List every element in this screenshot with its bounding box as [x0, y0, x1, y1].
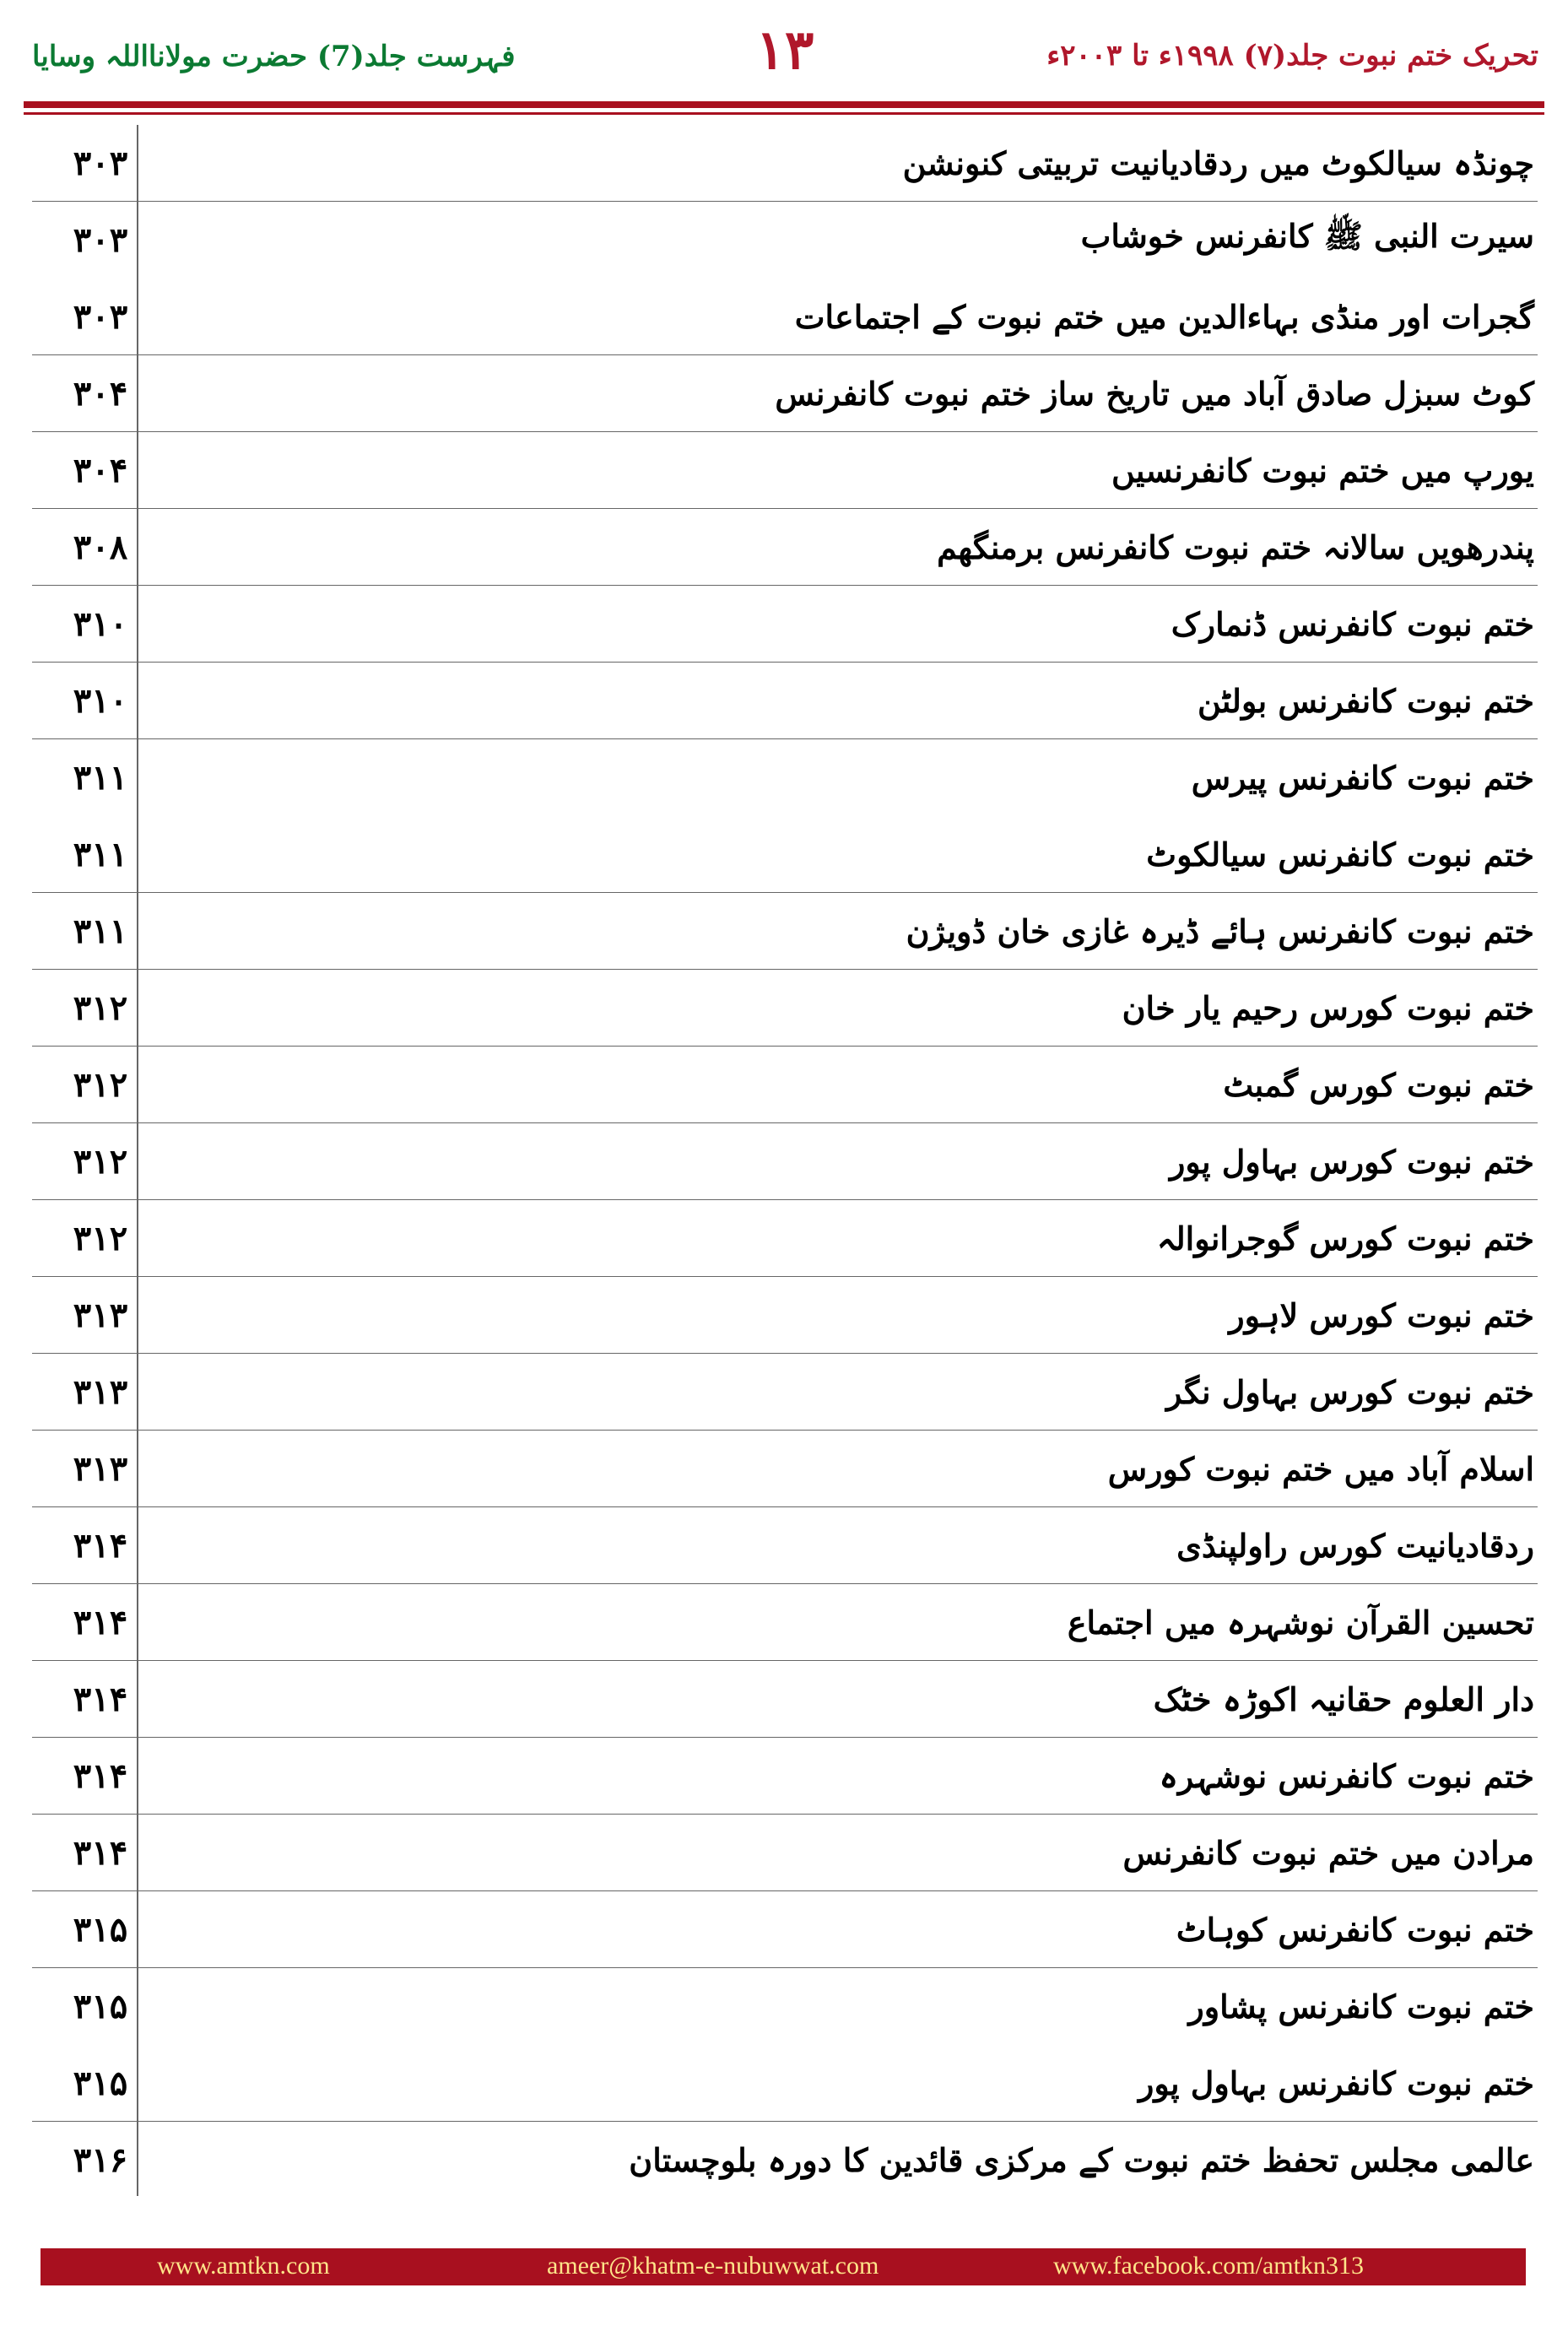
volume-index-label: فہرست جلد(7) حضرت مولانااللہ وسایا	[32, 40, 516, 73]
toc-page: ۳۱۴	[73, 1832, 128, 1873]
toc-page: ۳۱۰	[73, 680, 128, 721]
toc-row	[32, 1968, 1538, 2045]
page-number: ۱۳	[755, 19, 814, 82]
toc-title: اسلام آباد میں ختم نبوت کورس	[1107, 1449, 1534, 1488]
toc-page: ۳۰۴	[73, 373, 128, 414]
toc-row	[32, 1123, 1538, 1200]
toc-page: ۳۱۴	[73, 1602, 128, 1642]
toc-title: ختم نبوت کانفرنس ہائے ڈیرہ غازی خان ڈویژن	[906, 911, 1534, 950]
book-title: تحریک ختم نبوت جلد(۷) ۱۹۹۸ء تا ۲۰۰۳ء	[1046, 39, 1538, 73]
toc-title: یورپ میں ختم نبوت کانفرنسیں	[1111, 451, 1534, 489]
toc-page: ۳۱۴	[73, 1525, 128, 1566]
header-rule-thin	[24, 112, 1544, 115]
toc-title: ختم نبوت کانفرنس نوشہرہ	[1159, 1756, 1534, 1795]
toc-page: ۳۱۴	[73, 1755, 128, 1796]
toc-title: ختم نبوت کانفرنس پیرس	[1191, 758, 1534, 797]
toc-row	[32, 125, 1538, 202]
toc-row	[32, 1738, 1538, 1815]
toc-title: تحسین القرآن نوشہرہ میں اجتماع	[1067, 1603, 1534, 1642]
table-of-contents	[32, 125, 1538, 2199]
toc-page: ۳۱۲	[73, 1064, 128, 1105]
toc-page: ۳۱۱	[73, 911, 128, 951]
toc-row	[32, 1431, 1538, 1507]
toc-row	[32, 509, 1538, 586]
toc-page: ۳۱۳	[73, 1371, 128, 1412]
toc-row	[32, 432, 1538, 509]
toc-title: دار العلوم حقانیہ اکوڑہ خٹک	[1153, 1679, 1534, 1718]
toc-title: ردقادیانیت کورس راولپنڈی	[1176, 1526, 1534, 1565]
toc-page: ۳۱۶	[73, 2140, 128, 2180]
toc-page: ۳۱۵	[73, 1909, 128, 1950]
toc-title: ختم نبوت کانفرنس کوہاٹ	[1176, 1910, 1534, 1949]
toc-title: چونڈہ سیالکوٹ میں ردقادیانیت تربیتی کنونشن	[902, 143, 1534, 182]
toc-row	[32, 1200, 1538, 1277]
toc-page: ۳۱۰	[73, 603, 128, 644]
website-link[interactable]: www.amtkn.com	[157, 2252, 330, 2280]
toc-title: ختم نبوت کورس رحیم یار خان	[1122, 988, 1534, 1027]
toc-page: ۳۰۳	[73, 143, 128, 183]
toc-title: سیرت النبی ﷺ کانفرنس خوشاب	[1080, 216, 1534, 255]
toc-row	[32, 2122, 1538, 2199]
toc-page: ۳۱۳	[73, 1295, 128, 1335]
toc-row	[32, 1891, 1538, 1968]
toc-row	[32, 586, 1538, 663]
toc-title: عالمی مجلس تحفظ ختم نبوت کے مرکزی قائدین کا دورہ بلوچستان	[629, 2141, 1534, 2179]
toc-row	[32, 1047, 1538, 1123]
toc-title: ختم نبوت کورس گمبٹ	[1223, 1065, 1534, 1104]
toc-page: ۳۰۸	[73, 527, 128, 567]
toc-title: ختم نبوت کانفرنس سیالکوٹ	[1146, 835, 1534, 874]
toc-page: ۳۱۵	[73, 2063, 128, 2103]
toc-title: ختم نبوت کانفرنس پشاور	[1188, 1987, 1534, 2026]
toc-row	[32, 1661, 1538, 1738]
toc-page: ۳۱۴	[73, 1679, 128, 1719]
toc-title: ختم نبوت کورس بہاول نگر	[1166, 1372, 1534, 1411]
toc-row	[32, 663, 1538, 739]
toc-page: ۳۱۲	[73, 1141, 128, 1182]
toc-row	[32, 1354, 1538, 1431]
toc-page: ۳۰۳	[73, 296, 128, 337]
header-rule-thick	[24, 101, 1544, 108]
toc-row	[32, 893, 1538, 970]
page-header	[0, 0, 1568, 101]
toc-title: مرادن میں ختم نبوت کانفرنس	[1122, 1833, 1534, 1872]
toc-row	[32, 970, 1538, 1047]
toc-title: پندرھویں سالانہ ختم نبوت کانفرنس برمنگھم	[937, 527, 1534, 566]
toc-title: گجرات اور منڈی بہاءالدین میں ختم نبوت کے اجتماعات	[794, 297, 1534, 336]
toc-page: ۳۱۱	[73, 834, 128, 874]
toc-row	[32, 1507, 1538, 1584]
facebook-link[interactable]: www.facebook.com/amtkn313	[1053, 2252, 1364, 2280]
email-link[interactable]: ameer@khatm-e-nubuwwat.com	[547, 2252, 879, 2280]
toc-page: ۳۱۳	[73, 1448, 128, 1489]
toc-title: ختم نبوت کورس گوجرانوالہ	[1156, 1219, 1534, 1258]
toc-title: ختم نبوت کورس لاہور	[1229, 1295, 1534, 1334]
toc-page: ۳۱۲	[73, 1218, 128, 1258]
toc-row	[32, 355, 1538, 432]
toc-row	[32, 1815, 1538, 1891]
toc-row	[32, 816, 1538, 893]
toc-row	[32, 1277, 1538, 1354]
toc-row	[32, 202, 1538, 279]
toc-title: کوٹ سبزل صادق آباد میں تاریخ ساز ختم نبوت کانفرنس	[775, 374, 1534, 413]
toc-title: ختم نبوت کانفرنس بولٹن	[1197, 681, 1534, 720]
toc-page: ۳۱۲	[73, 987, 128, 1028]
toc-title: ختم نبوت کانفرنس بہاول پور	[1138, 2063, 1534, 2102]
toc-page: ۳۰۳	[73, 219, 128, 260]
toc-row	[32, 1584, 1538, 1661]
toc-title: ختم نبوت کانفرنس ڈنمارک	[1171, 604, 1534, 643]
toc-row	[32, 2045, 1538, 2122]
page-footer	[41, 2248, 1526, 2285]
toc-page: ۳۱۱	[73, 757, 128, 798]
toc-title: ختم نبوت کورس بہاول پور	[1169, 1142, 1534, 1181]
toc-row	[32, 279, 1538, 355]
toc-page: ۳۰۴	[73, 450, 128, 490]
toc-row	[32, 739, 1538, 816]
toc-page: ۳۱۵	[73, 1986, 128, 2026]
